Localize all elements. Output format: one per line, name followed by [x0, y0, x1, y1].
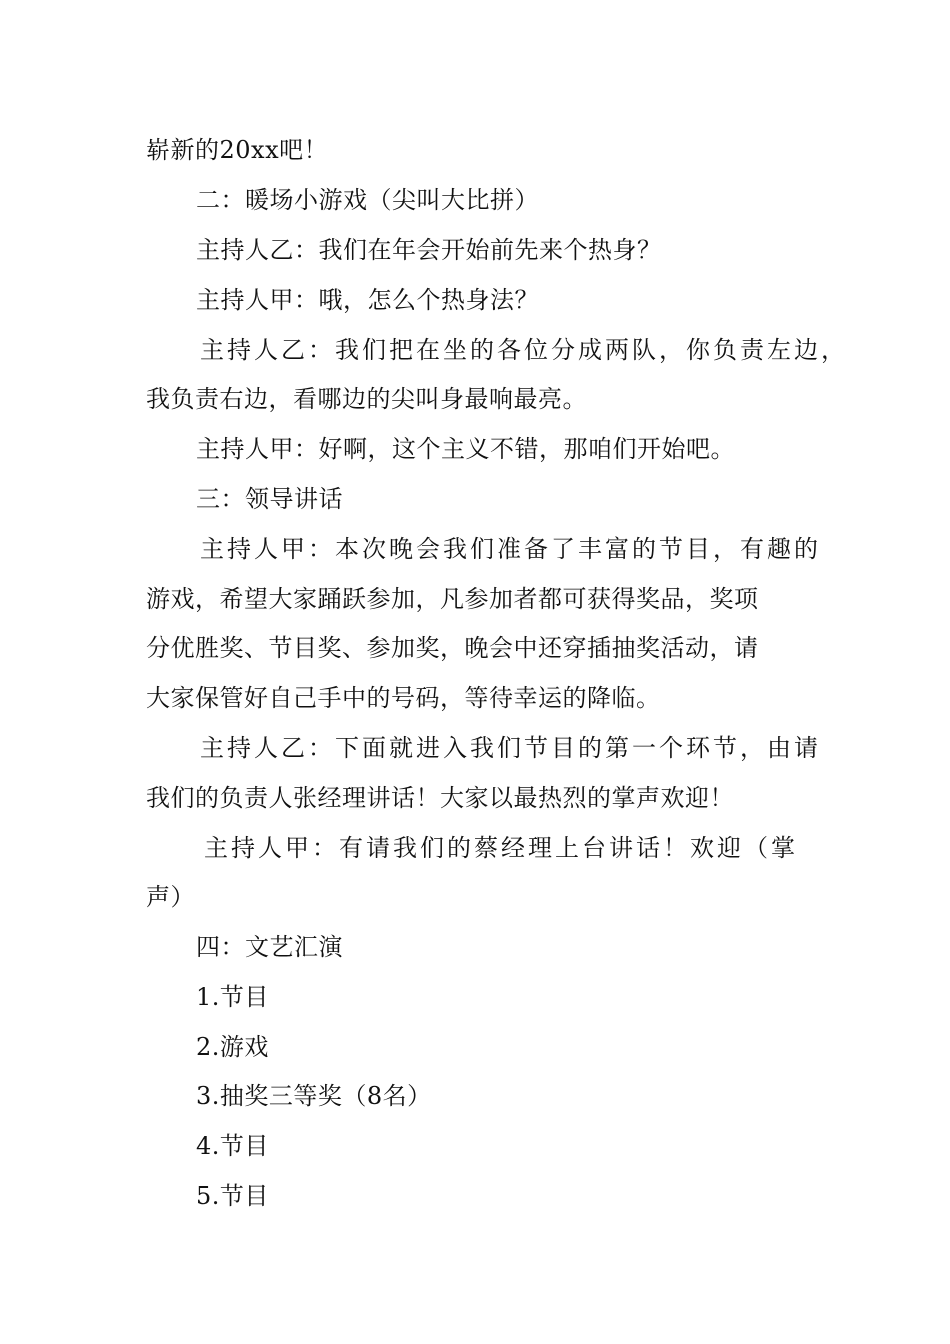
- section-heading-warmup-game: 二：暖场小游戏（尖叫大比拼）: [196, 186, 539, 214]
- text-line-10: 游戏，希望大家踊跃参加，凡参加者都可获得奖品，奖项: [146, 585, 759, 613]
- text-line-15: 主持人甲：有请我们的蔡经理上台讲话！欢迎（掌: [204, 834, 798, 862]
- section-heading-leader-speech: 三：领导讲话: [196, 485, 343, 513]
- list-item-4: 4.节目: [196, 1132, 269, 1160]
- text-line-11: 分优胜奖、节目奖、参加奖，晚会中还穿插抽奖活动，请: [146, 634, 759, 662]
- section-heading-performance: 四：文艺汇演: [196, 933, 343, 961]
- list-item-1: 1.节目: [196, 983, 269, 1011]
- text-line-16: 声）: [146, 883, 195, 911]
- text-line-14: 我们的负责人张经理讲话！大家以最热烈的掌声欢迎！: [146, 784, 734, 812]
- text-line-13: 主持人乙：下面就进入我们节目的第一个环节，由请: [200, 734, 821, 762]
- text-line-5: 主持人乙：我们把在坐的各位分成两队，你负责左边，: [200, 336, 848, 364]
- text-line-4: 主持人甲：哦，怎么个热身法？: [196, 286, 539, 314]
- list-item-3: 3.抽奖三等奖（8名）: [196, 1082, 432, 1110]
- text-line-12: 大家保管好自己手中的号码，等待幸运的降临。: [146, 684, 661, 712]
- text-line-9: 主持人甲：本次晚会我们准备了丰富的节目，有趣的: [200, 535, 821, 563]
- list-item-2: 2.游戏: [196, 1033, 269, 1061]
- text-line-3: 主持人乙：我们在年会开始前先来个热身？: [196, 236, 662, 264]
- text-line-1: 崭新的20xx吧！: [146, 136, 329, 164]
- text-line-6: 我负责右边，看哪边的尖叫身最响最亮。: [146, 385, 587, 413]
- text-line-7: 主持人甲：好啊，这个主义不错，那咱们开始吧。: [196, 435, 735, 463]
- list-item-5: 5.节目: [196, 1182, 269, 1210]
